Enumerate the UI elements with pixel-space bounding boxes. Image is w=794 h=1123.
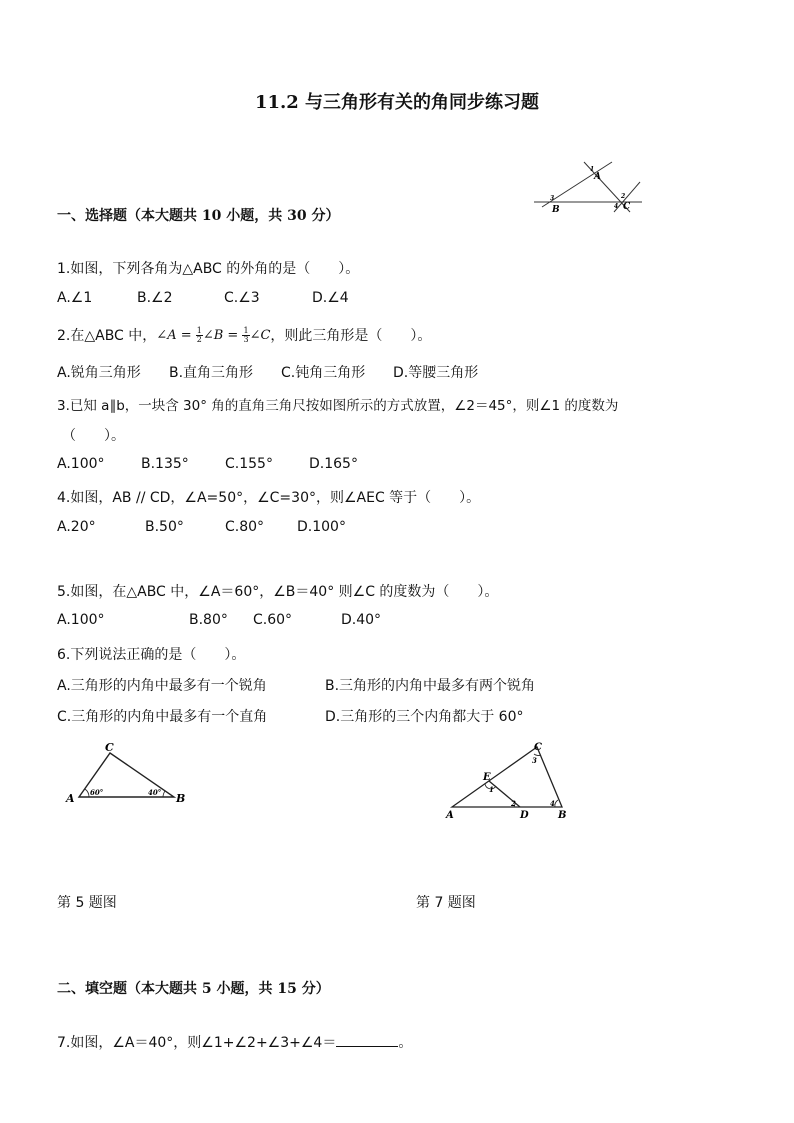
angle-4-label: 4 bbox=[550, 799, 555, 808]
q1-option-c: C.∠3 bbox=[224, 290, 260, 306]
label-b: B bbox=[558, 810, 567, 820]
frac2-num: 1 bbox=[243, 325, 249, 335]
q4-option-a: A.20° bbox=[57, 519, 96, 535]
section-fill-heading: 二、填空题（本大题共 5 小题，共 15 分） bbox=[57, 981, 330, 997]
angle-2-label: 2 bbox=[621, 193, 626, 200]
q7-stem-pre: 7.如图，∠A＝40°，则∠1+∠2+∠3+∠4＝ bbox=[57, 1035, 337, 1051]
angle-4-label: 4 bbox=[614, 203, 619, 210]
q3-option-d: D.165° bbox=[309, 456, 358, 472]
label-b: B bbox=[176, 792, 186, 805]
q6-option-d: D.三角形的三个内角都大于 60° bbox=[325, 709, 524, 725]
q2-option-c: C.钝角三角形 bbox=[281, 365, 366, 381]
q3-stem-cont: （ ）。 bbox=[62, 428, 125, 444]
label-a: A bbox=[446, 810, 454, 820]
q2-stem-post: ，则此三角形是（ ）。 bbox=[270, 328, 432, 344]
q5-option-c: C.60° bbox=[253, 612, 293, 628]
q6-option-b: B.三角形的内角中最多有两个锐角 bbox=[325, 678, 536, 694]
page-title: 11.2 与三角形有关的角同步练习题 bbox=[254, 92, 540, 113]
q1-option-a: A.∠1 bbox=[57, 290, 93, 306]
q3-stem: 3.已知 a∥b，一块含 30° 角的直角三角尺按如图所示的方式放置，∠2＝45°，则∠1 的度数为 bbox=[57, 398, 619, 414]
q2-option-a: A.锐角三角形 bbox=[57, 365, 141, 381]
q2-fraction-1 bbox=[196, 327, 203, 344]
label-c: C bbox=[623, 202, 631, 212]
q6-stem: 6.下列说法正确的是（ ）。 bbox=[57, 647, 246, 663]
q2-stem bbox=[57, 325, 431, 345]
label-b: B bbox=[552, 205, 560, 215]
angle-1-label: 1 bbox=[489, 785, 494, 794]
q6-option-c: C.三角形的内角中最多有一个直角 bbox=[57, 709, 268, 725]
q2-option-b: B.直角三角形 bbox=[169, 365, 254, 381]
angle-a-value: 60° bbox=[90, 788, 104, 797]
label-e: E bbox=[483, 772, 491, 783]
frac2-den: 3 bbox=[243, 334, 249, 344]
q7-answer-blank[interactable] bbox=[336, 1032, 398, 1047]
label-a: A bbox=[594, 172, 601, 182]
figure-q5-triangle bbox=[62, 740, 197, 806]
q1-stem: 1.如图，下列各角为△ABC 的外角的是（ ）。 bbox=[57, 261, 360, 277]
figure7-caption: 第 7 题图 bbox=[416, 895, 476, 911]
q3-option-a: A.100° bbox=[57, 456, 105, 472]
angle-b-value: 40° bbox=[148, 788, 162, 797]
frac1-num: 1 bbox=[196, 325, 202, 335]
q4-option-d: D.100° bbox=[297, 519, 346, 535]
q2-stem-pre: 2.在△ABC 中， bbox=[57, 328, 157, 344]
angle-2-label: 2 bbox=[511, 799, 516, 808]
q3-option-c: C.155° bbox=[225, 456, 273, 472]
q5-option-d: D.40° bbox=[341, 612, 382, 628]
section-choice-heading: 一、选择题（本大题共 10 小题，共 30 分） bbox=[57, 208, 340, 224]
q2-expr-a: ∠A = bbox=[156, 327, 192, 343]
q5-option-a: A.100° bbox=[57, 612, 105, 628]
angle-3-label: 3 bbox=[550, 195, 555, 202]
q2-option-d: D.等腰三角形 bbox=[393, 365, 479, 381]
figure5-caption: 第 5 题图 bbox=[57, 895, 117, 911]
q7-stem-post: 。 bbox=[398, 1035, 413, 1051]
label-c: C bbox=[534, 742, 542, 753]
label-d: D bbox=[520, 810, 529, 820]
q4-stem: 4.如图，AB // CD，∠A=50°，∠C=30°，则∠AEC 等于（ ）。 bbox=[57, 490, 481, 506]
figure-q1-triangle bbox=[530, 160, 645, 216]
angle-1-label: 1 bbox=[590, 166, 595, 173]
q4-option-b: B.50° bbox=[145, 519, 184, 535]
q4-option-c: C.80° bbox=[225, 519, 265, 535]
label-a: A bbox=[66, 792, 75, 805]
frac1-den: 2 bbox=[196, 334, 202, 344]
q2-expr-c: ∠C bbox=[249, 327, 271, 343]
q1-option-b: B.∠2 bbox=[137, 290, 173, 306]
q2-expression bbox=[156, 327, 270, 344]
q3-option-b: B.135° bbox=[141, 456, 189, 472]
q6-option-a: A.三角形的内角中最多有一个锐角 bbox=[57, 678, 267, 694]
q2-expr-b: ∠B = bbox=[202, 327, 239, 343]
q5-option-b: B.80° bbox=[189, 612, 228, 628]
q5-stem: 5.如图，在△ABC 中，∠A＝60°，∠B＝40° 则∠C 的度数为（ ）。 bbox=[57, 584, 499, 600]
angle-3-label: 3 bbox=[532, 756, 537, 765]
arc-angle-b bbox=[163, 791, 165, 797]
q1-option-d: D.∠4 bbox=[312, 290, 349, 306]
q2-fraction-2 bbox=[242, 327, 249, 344]
q7-stem bbox=[57, 1032, 412, 1052]
figure-q7-triangle bbox=[444, 740, 574, 820]
arc-angle-4 bbox=[555, 800, 558, 807]
arc-angle-a bbox=[85, 789, 89, 797]
label-c: C bbox=[105, 741, 114, 754]
triangle-abc bbox=[452, 747, 562, 807]
